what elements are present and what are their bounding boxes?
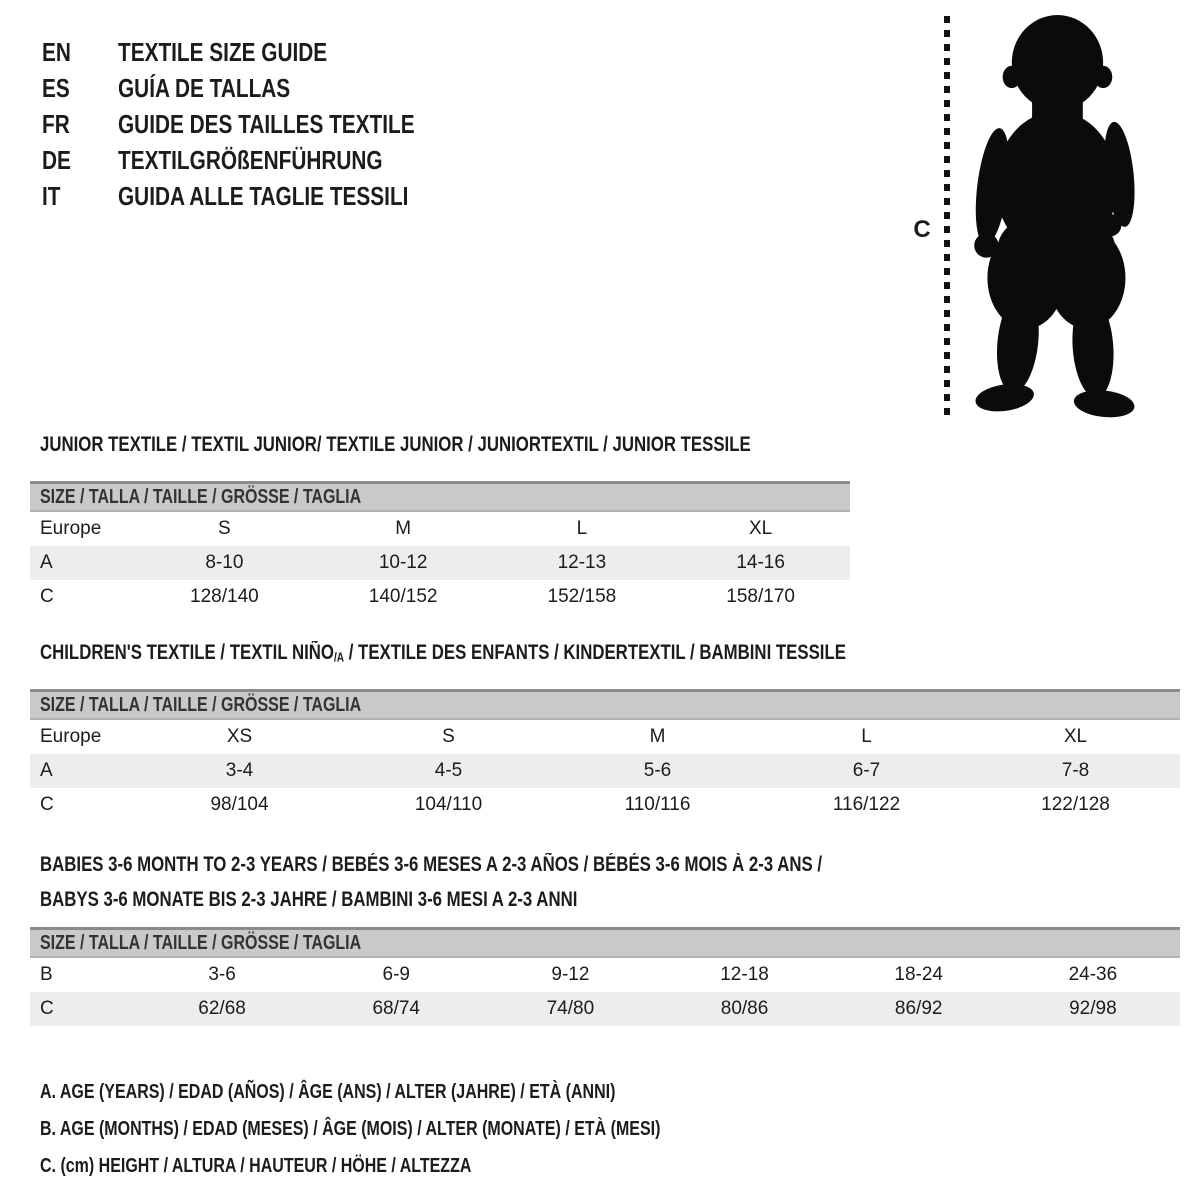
babies-age-cell: 9-12 [551,964,590,985]
junior-size-cell: L [576,518,588,539]
lang-row-it [42,178,489,214]
junior-height-cell: 152/158 [547,586,617,607]
children-size-cell: XL [1063,726,1088,747]
children-row-c-label: C [40,794,54,815]
junior-height-cell: 128/140 [190,586,259,607]
lang-title-es: GUÍA DE TALLAS [118,72,291,103]
children-size-cell: S [442,726,455,747]
lang-code-en: EN [42,36,71,67]
babies-height-cell: 62/68 [198,998,246,1019]
children-height-cell: 104/110 [414,794,483,815]
junior-size-table [30,481,850,614]
children-age-row [30,754,1180,788]
junior-row-a-label: A [40,552,53,573]
lang-code-fr: FR [42,108,70,139]
junior-row-c-label: C [40,586,54,607]
babies-row-c-label: C [40,998,54,1019]
toddler-silhouette-icon [958,12,1163,418]
children-size-cell: XS [226,726,253,747]
lang-code-es: ES [42,72,70,103]
junior-size-cell: M [395,518,412,539]
language-title-block [42,34,489,214]
babies-height-row [30,992,1180,1026]
babies-title-line2: BABYS 3-6 MONATE BIS 2-3 JAHRE / BAMBINI 3-6 MESI A 2-3 ANNI [40,888,578,911]
babies-height-cell: 86/92 [894,998,943,1019]
babies-age-cell: 12-18 [720,964,769,985]
junior-age-row [30,546,850,580]
babies-age-cell: 3-6 [208,964,236,985]
nino-a-subscript: /A [333,650,345,665]
legend-line-b: B. AGE (MONTHS) / EDAD (MESES) / ÂGE (MOIS) / ALTER (MONATE) / ETÀ (MESI) [40,1118,661,1140]
babies-title-line1: BABIES 3-6 MONTH TO 2-3 YEARS / BEBÉS 3-6 MESES A 2-3 AÑOS / BÉBÉS 3-6 MOIS À 2-3 ANS / [40,853,823,876]
children-height-cell: 98/104 [210,794,269,815]
babies-age-cell: 18-24 [894,964,943,985]
children-size-cell: L [861,726,872,747]
junior-region-label: Europe [40,518,102,539]
babies-height-cell: 92/98 [1069,998,1117,1019]
children-age-cell: 5-6 [643,760,672,781]
junior-height-row [30,580,850,614]
children-age-cell: 6-7 [852,760,881,781]
babies-height-cell: 80/86 [720,998,769,1019]
junior-age-cell: 10-12 [378,552,428,573]
children-size-cell: M [649,726,666,747]
children-height-row [30,788,1180,822]
junior-height-cell: 158/170 [726,586,795,607]
children-size-table [30,689,1180,822]
junior-age-cell: 8-10 [205,552,244,573]
junior-size-cell: XL [749,518,773,539]
lang-row-de [42,142,489,178]
children-age-cell: 3-4 [225,760,254,781]
children-height-cell: 122/128 [1041,794,1110,815]
lang-code-de: DE [42,144,71,175]
babies-age-cell: 6-9 [382,964,410,985]
babies-height-cell: 74/80 [546,998,595,1019]
junior-age-cell: 14-16 [736,552,785,573]
children-sizes-row [30,720,1180,754]
children-region-label: Europe [40,726,102,747]
junior-section-title: JUNIOR TEXTILE / TEXTIL JUNIOR/ TEXTILE JUNIOR / JUNIORTEXTIL / JUNIOR TESSILE [40,433,751,456]
junior-sizes-row [30,512,850,546]
junior-age-cell: 12-13 [557,552,607,573]
lang-code-it: IT [42,180,61,211]
babies-age-row [30,958,1180,992]
junior-height-cell: 140/152 [368,586,438,607]
height-measure-line [942,16,952,418]
lang-title-de: TEXTILGRÖßENFÜHRUNG [118,144,383,175]
legend-line-a: A. AGE (YEARS) / EDAD (AÑOS) / ÂGE (ANS) / ALTER (JAHRE) / ETÀ (ANNI) [40,1081,616,1103]
children-section-title: CHILDREN'S TEXTILE / TEXTIL $NIÑO_{/A}$ / TEXTILE DES ENFANTS / KINDERTEXTIL / BAMBINI TESSILE [40,641,846,665]
children-height-cell: 110/116 [624,794,691,815]
babies-height-cell: 68/74 [372,998,420,1019]
lang-title-it: GUIDA ALLE TAGLIE TESSILI [118,180,409,211]
lang-row-es [42,70,489,106]
children-age-cell: 7-8 [1061,760,1090,781]
children-row-a-label: A [40,760,53,781]
babies-age-cell: 24-36 [1068,964,1118,985]
lang-row-fr [42,106,489,142]
legend-block [40,1074,816,1185]
legend-line-c: C. (cm) HEIGHT / ALTURA / HAUTEUR / HÖHE / ALTEZZA [40,1155,472,1177]
children-height-cell: 116/122 [832,794,901,815]
babies-size-table [30,927,1180,1026]
lang-title-fr: GUIDE DES TAILLES TEXTILE [118,108,415,139]
lang-row-en [42,34,489,70]
measure-label-c: C [913,216,931,243]
children-size-bar: SIZE / TALLA / TAILLE / GRÖSSE / TAGLIA [30,689,1180,720]
babies-size-bar: SIZE / TALLA / TAILLE / GRÖSSE / TAGLIA [30,927,1180,958]
junior-size-cell: S [218,518,231,539]
children-age-cell: 4-5 [434,760,463,781]
junior-size-bar: SIZE / TALLA / TAILLE / GRÖSSE / TAGLIA [30,481,850,512]
babies-section-title [40,847,1018,917]
babies-row-b-label: B [40,964,53,985]
lang-title-en: TEXTILE SIZE GUIDE [118,36,328,67]
